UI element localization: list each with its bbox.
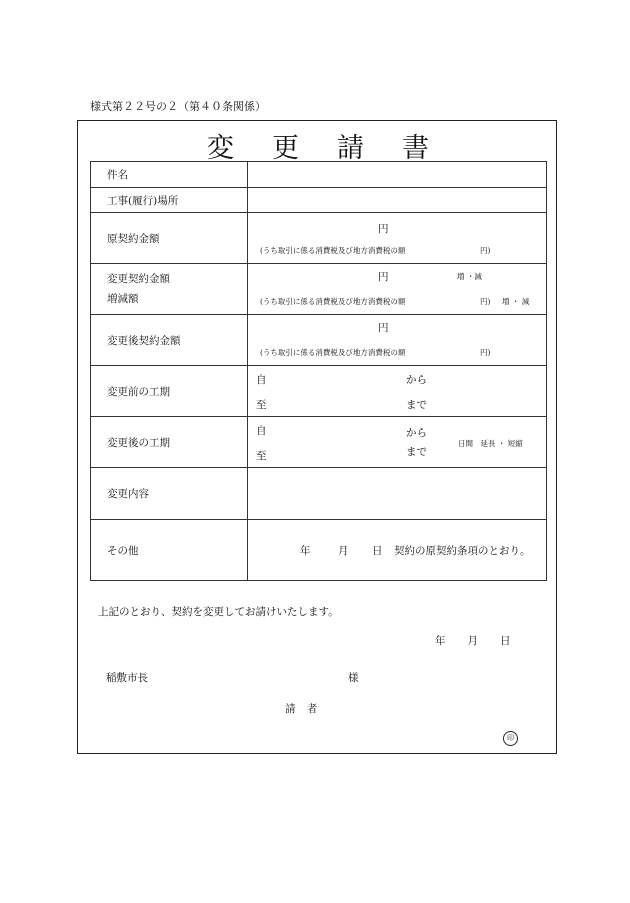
label-period-before: 変更前の工期 — [91, 366, 248, 417]
addressee: 稲敷市長 — [106, 672, 148, 684]
extend-shorten: 日間 延長 ・ 短縮 — [458, 439, 523, 448]
other-field[interactable] — [248, 520, 547, 581]
tax-note: (うち取引に係る消費税及び地方消費税の額 — [260, 297, 406, 306]
request-statement: 上記のとおり、契約を変更してお請けいたします。 — [98, 606, 339, 618]
label-location: 工事(履行)場所 — [91, 188, 248, 213]
from-label: 自 — [256, 374, 267, 386]
year-label: 年 — [300, 545, 311, 557]
yen-unit: 円 — [378, 223, 389, 235]
label-content: 変更内容 — [91, 468, 248, 520]
to-suffix: まで — [406, 399, 427, 411]
label-change-amount-line2: 増減額 — [107, 293, 139, 305]
increase-decrease: 増 ・減 — [457, 272, 482, 281]
row-period-before — [91, 366, 547, 417]
requester-label: 請 者 — [285, 703, 322, 715]
form-title — [78, 126, 558, 165]
row-change-amount — [91, 264, 547, 315]
to-label: 至 — [256, 450, 267, 462]
row-subject — [91, 162, 547, 188]
form-number: 様式第２２号の２（第４０条関係） — [90, 100, 266, 113]
date-year: 年 — [435, 635, 446, 647]
date-day: 日 — [500, 635, 511, 647]
row-content — [91, 468, 547, 520]
title-char: 更 — [272, 133, 299, 164]
row-new-amount — [91, 315, 547, 366]
original-amount-field[interactable] — [248, 213, 547, 264]
row-period-after — [91, 417, 547, 468]
label-subject: 件名 — [91, 162, 248, 188]
new-amount-field[interactable] — [248, 315, 547, 366]
from-suffix: から — [406, 374, 427, 386]
to-suffix: まで — [406, 446, 427, 458]
subject-field[interactable] — [248, 162, 547, 188]
label-change-amount — [91, 264, 248, 315]
to-label: 至 — [256, 399, 267, 411]
period-after-field[interactable] — [248, 417, 547, 468]
tax-increase-decrease: 増 ・ 減 — [502, 297, 530, 306]
row-other — [91, 520, 547, 581]
request-date — [435, 633, 533, 648]
honorific: 様 — [348, 672, 359, 684]
tax-yen-unit: 円) — [480, 348, 491, 357]
tax-yen-unit: 円) — [480, 246, 491, 255]
content-field[interactable] — [248, 468, 547, 520]
title-char: 変 — [207, 133, 234, 164]
tax-note: (うち取引に係る消費税及び地方消費税の額 — [260, 246, 406, 255]
row-original-amount — [91, 213, 547, 264]
date-month: 月 — [467, 635, 478, 647]
change-amount-field[interactable] — [248, 264, 547, 315]
contract-change-table — [90, 161, 547, 581]
seal-mark: 印 — [503, 731, 518, 746]
label-other: その他 — [91, 520, 248, 581]
yen-unit: 円 — [378, 322, 389, 334]
from-label: 自 — [256, 425, 267, 437]
title-char: 書 — [402, 133, 429, 164]
title-char: 請 — [337, 133, 364, 164]
label-original-amount: 原契約金額 — [91, 213, 248, 264]
tax-yen-unit: 円) — [480, 297, 491, 306]
form-frame — [77, 120, 557, 754]
day-label: 日 — [372, 545, 383, 557]
location-field[interactable] — [248, 188, 547, 213]
period-before-field[interactable] — [248, 366, 547, 417]
month-label: 月 — [338, 545, 349, 557]
row-location — [91, 188, 547, 213]
label-new-amount: 変更後契約金額 — [91, 315, 248, 366]
yen-unit: 円 — [378, 271, 389, 283]
label-change-amount-line1: 変更契約金額 — [107, 273, 170, 285]
label-period-after: 変更後の工期 — [91, 417, 248, 468]
tax-note: (うち取引に係る消費税及び地方消費税の額 — [260, 348, 406, 357]
from-suffix: から — [406, 427, 427, 439]
original-terms-text: 契約の原契約条項のとおり。 — [394, 545, 531, 557]
